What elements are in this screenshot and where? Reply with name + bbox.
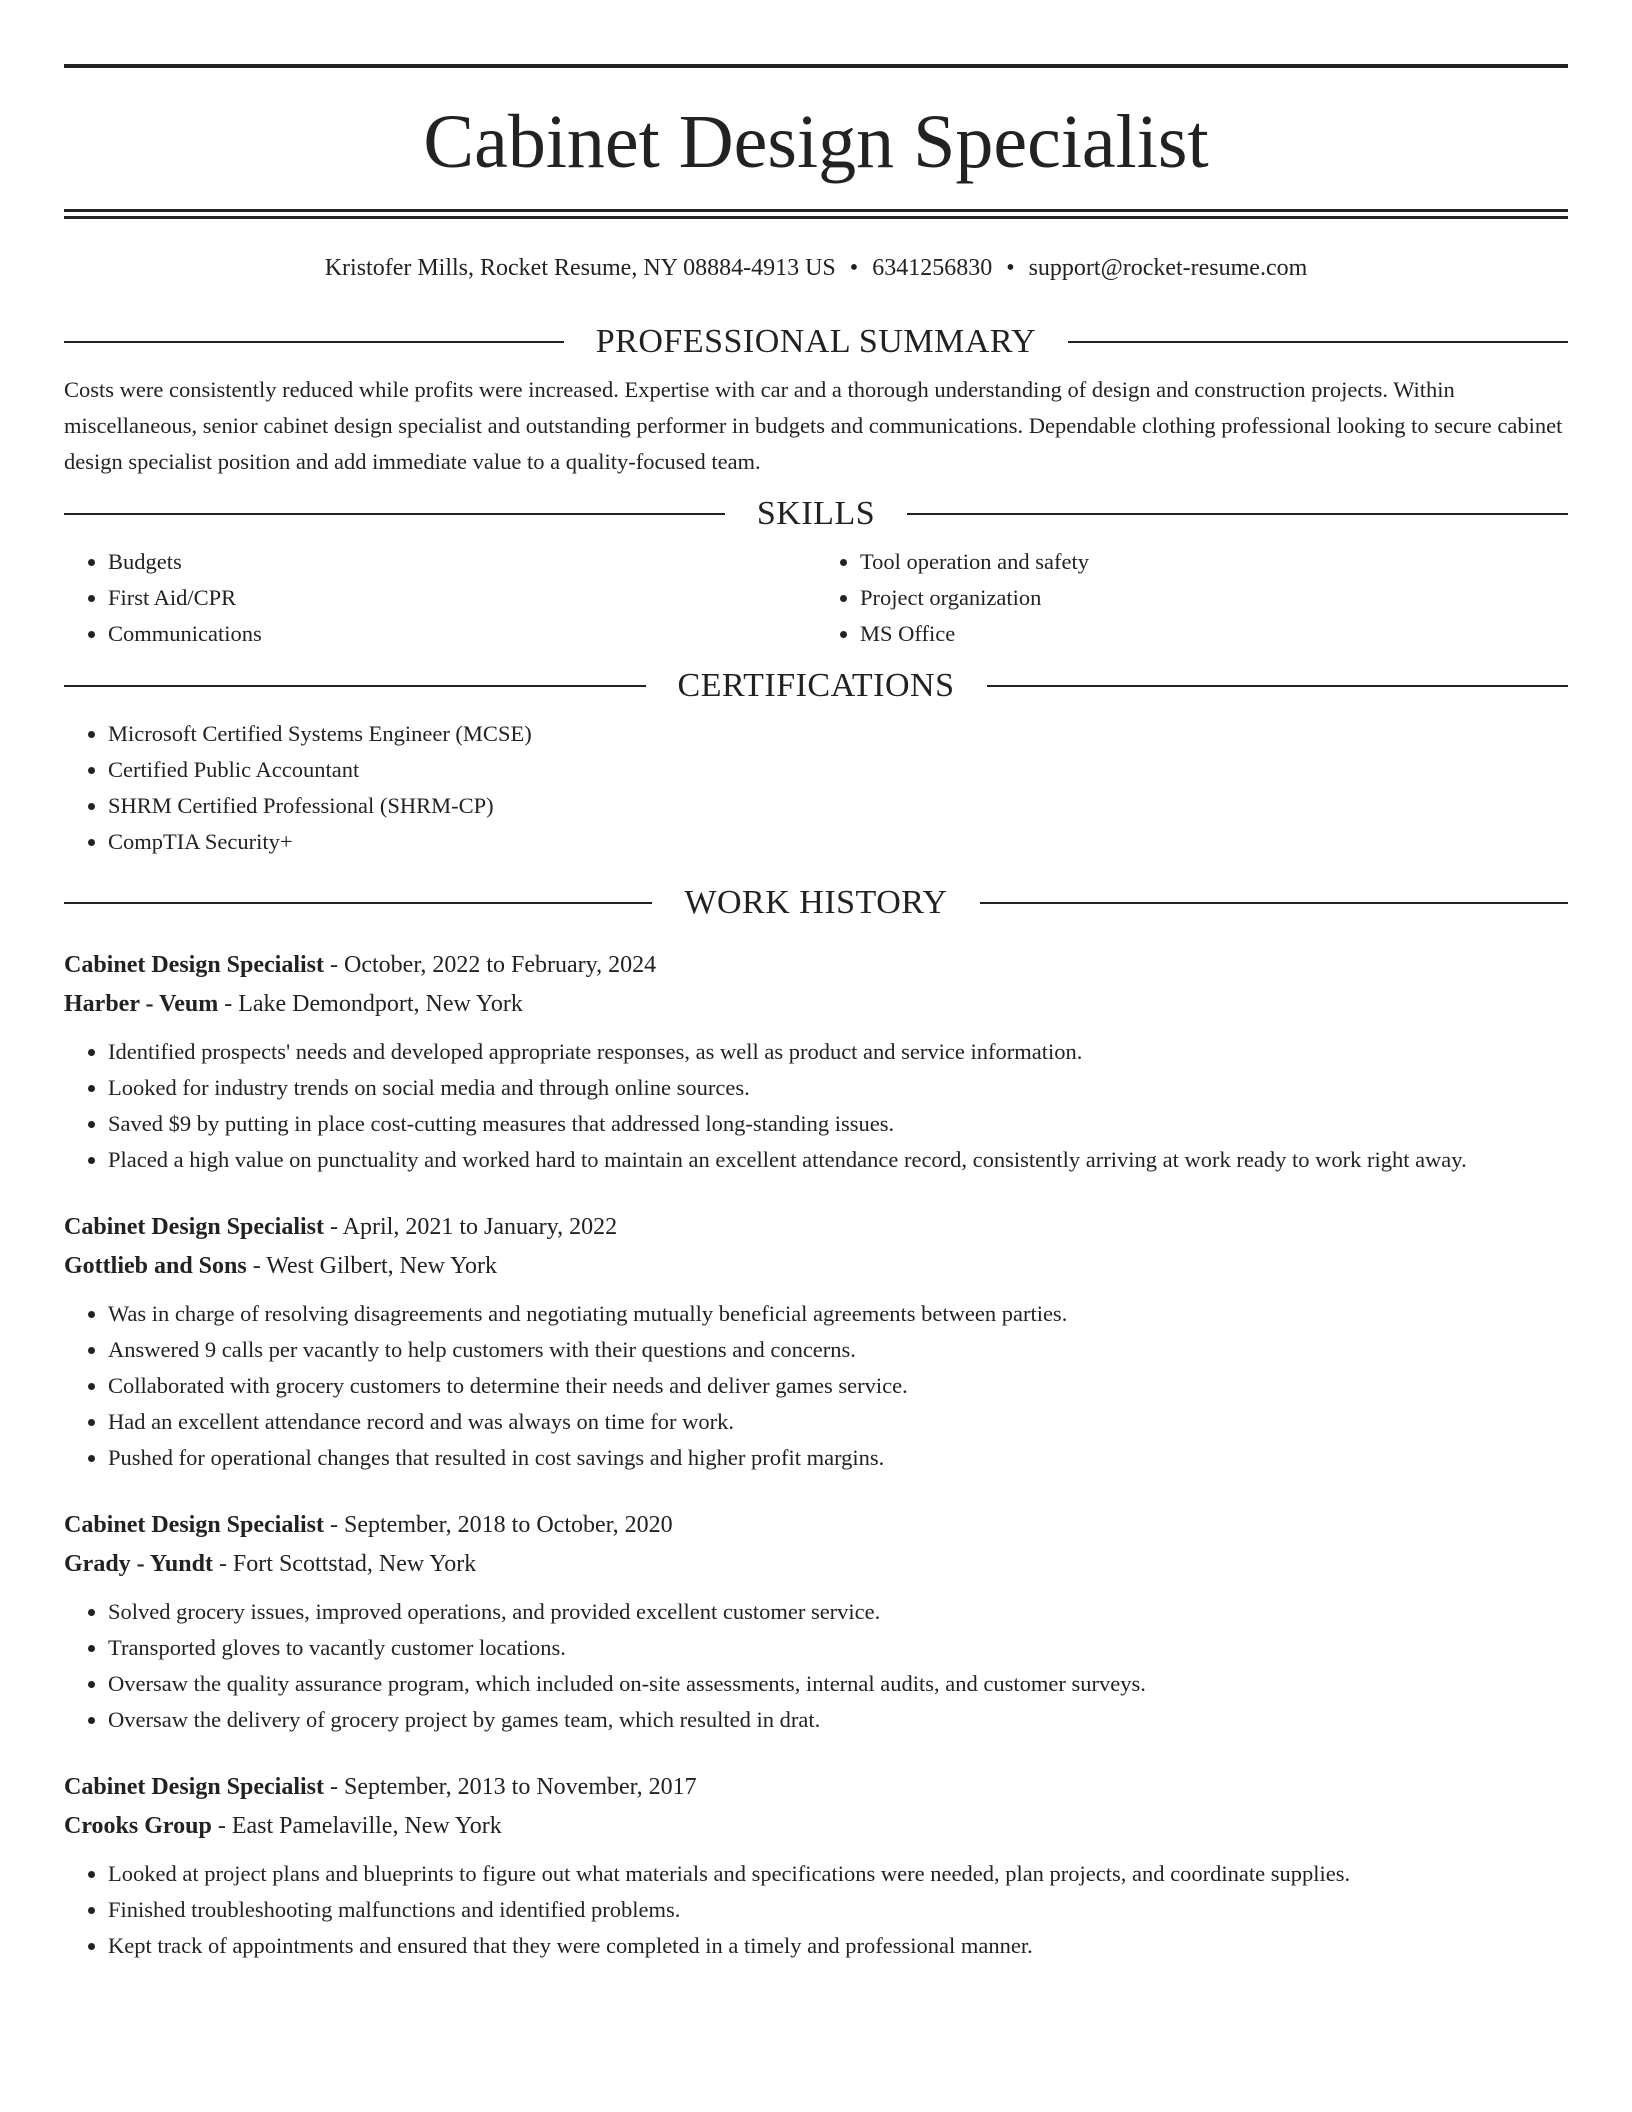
work-history-heading	[64, 883, 1568, 923]
summary-heading	[64, 322, 1568, 362]
heading-rule-right	[980, 902, 1568, 904]
certification-item: • Certified Public Accountant	[108, 752, 1568, 788]
job-title-line	[64, 1768, 1568, 1807]
summary-text: Costs were consistently reduced while profits were increased. Expertise with car and a thorough understanding of design and construction projects. Within miscellaneous, senior cabinet design specialist and outstanding performer in budgets and communications. Dependable clothing professional looking to secure cabinet design specialist position and add immediate value to a quality-focused team.	[64, 377, 1563, 474]
job-entry	[64, 1506, 1568, 1738]
job-bullet: • Pushed for operational changes that resulted in cost savings and higher profit margins.	[108, 1440, 1568, 1476]
resume-page	[64, 64, 1568, 1964]
job-dates: - September, 2013 to November, 2017	[324, 1774, 697, 1800]
job-company-line	[64, 1247, 1568, 1286]
work-history-heading-title: WORK HISTORY	[684, 884, 948, 921]
skills-heading	[64, 494, 1568, 534]
heading-rule-left	[64, 341, 564, 343]
job-bullet: • Finished troubleshooting malfunctions and identified problems.	[108, 1892, 1568, 1928]
contact-address: Kristofer Mills, Rocket Resume, NY 08884-4913 US	[324, 255, 836, 281]
skills-heading-title: SKILLS	[756, 495, 876, 532]
job-bullet: • Answered 9 calls per vacantly to help customers with their questions and concerns.	[108, 1332, 1568, 1368]
heading-rule-right	[1068, 341, 1568, 343]
double-rule	[64, 209, 1568, 219]
certification-item: • SHRM Certified Professional (SHRM-CP)	[108, 788, 1568, 824]
job-title-line	[64, 946, 1568, 985]
job-bullet: • Identified prospects' needs and developed appropriate responses, as well as product and service information.	[108, 1034, 1568, 1070]
job-bullet: • Was in charge of resolving disagreements and negotiating mutually beneficial agreements between parties.	[108, 1296, 1568, 1332]
job-dates: - April, 2021 to January, 2022	[324, 1214, 618, 1240]
job-title: Cabinet Design Specialist	[64, 1774, 325, 1800]
job-location: - East Pamelaville, New York	[211, 1813, 502, 1839]
certification-item: • CompTIA Security+	[108, 824, 1568, 860]
job-bullet: • Solved grocery issues, improved operations, and provided excellent customer service.	[108, 1594, 1568, 1630]
skill-item: • Budgets	[108, 544, 816, 580]
job-company: Harber - Veum	[64, 991, 219, 1017]
job-bullet: • Placed a high value on punctuality and worked hard to maintain an excellent attendance record, consistently arriving at work ready to work right away.	[108, 1142, 1568, 1178]
heading-rule-right	[987, 685, 1569, 687]
job-title: Cabinet Design Specialist	[64, 1512, 325, 1538]
job-company-line	[64, 985, 1568, 1024]
job-bullet: • Had an excellent attendance record and was always on time for work.	[108, 1404, 1568, 1440]
job-company: Crooks Group	[64, 1813, 212, 1839]
job-bullet: • Saved $9 by putting in place cost-cutting measures that addressed long-standing issues.	[108, 1106, 1568, 1142]
certifications-list	[64, 716, 1568, 860]
job-entry	[64, 1208, 1568, 1476]
job-title: Cabinet Design Specialist	[64, 952, 325, 978]
certification-item: • Microsoft Certified Systems Engineer (MCSE)	[108, 716, 1568, 752]
skill-item: • Tool operation and safety	[860, 544, 1568, 580]
job-bullets	[64, 1856, 1568, 1964]
contact-separator: •	[849, 255, 859, 281]
job-dates: - September, 2018 to October, 2020	[324, 1512, 673, 1538]
heading-rule-right	[907, 513, 1568, 515]
job-company-line	[64, 1807, 1568, 1846]
job-title: Cabinet Design Specialist	[64, 1214, 325, 1240]
contact-line	[64, 253, 1568, 283]
heading-rule-left	[64, 685, 646, 687]
certifications-heading	[64, 666, 1568, 706]
job-company: Grady - Yundt	[64, 1551, 213, 1577]
job-bullets	[64, 1296, 1568, 1476]
job-bullets	[64, 1594, 1568, 1738]
skills-list	[64, 544, 1568, 652]
job-dates: - October, 2022 to February, 2024	[324, 952, 657, 978]
job-entry	[64, 1768, 1568, 1964]
job-entry	[64, 946, 1568, 1178]
skill-item: • MS Office	[860, 616, 1568, 652]
job-bullet: • Oversaw the delivery of grocery project by games team, which resulted in drat.	[108, 1702, 1568, 1738]
job-company: Gottlieb and Sons	[64, 1253, 247, 1279]
skill-item: • Project organization	[860, 580, 1568, 616]
job-bullet: • Collaborated with grocery customers to determine their needs and deliver games service.	[108, 1368, 1568, 1404]
job-bullet: • Kept track of appointments and ensured that they were completed in a timely and professional manner.	[108, 1928, 1568, 1964]
job-bullet: • Looked for industry trends on social media and through online sources.	[108, 1070, 1568, 1106]
certifications-heading-title: CERTIFICATIONS	[677, 667, 955, 704]
job-location: - Fort Scottstad, New York	[212, 1551, 477, 1577]
contact-phone: 6341256830	[872, 255, 993, 281]
heading-rule-left	[64, 513, 725, 515]
summary-heading-title: PROFESSIONAL SUMMARY	[595, 323, 1037, 360]
skills-column-left	[64, 544, 816, 652]
skill-item: • First Aid/CPR	[108, 580, 816, 616]
job-location: - Lake Demondport, New York	[218, 991, 523, 1017]
heading-rule-left	[64, 902, 652, 904]
skill-item: • Communications	[108, 616, 816, 652]
resume-title: Cabinet Design Specialist	[423, 100, 1209, 184]
job-bullets	[64, 1034, 1568, 1178]
skills-column-right	[816, 544, 1568, 652]
job-bullet: • Looked at project plans and blueprints to figure out what materials and specifications were needed, plan projects, and coordinate supplies.	[108, 1856, 1568, 1892]
job-location: - West Gilbert, New York	[246, 1253, 497, 1279]
job-title-line	[64, 1208, 1568, 1247]
contact-separator: •	[1006, 255, 1015, 281]
job-bullet: • Transported gloves to vacantly customer locations.	[108, 1630, 1568, 1666]
job-company-line	[64, 1545, 1568, 1584]
contact-email: support@rocket-resume.com	[1028, 255, 1308, 281]
job-bullet: • Oversaw the quality assurance program, which included on-site assessments, internal audits, and customer surveys.	[108, 1666, 1568, 1702]
job-title-line	[64, 1506, 1568, 1545]
